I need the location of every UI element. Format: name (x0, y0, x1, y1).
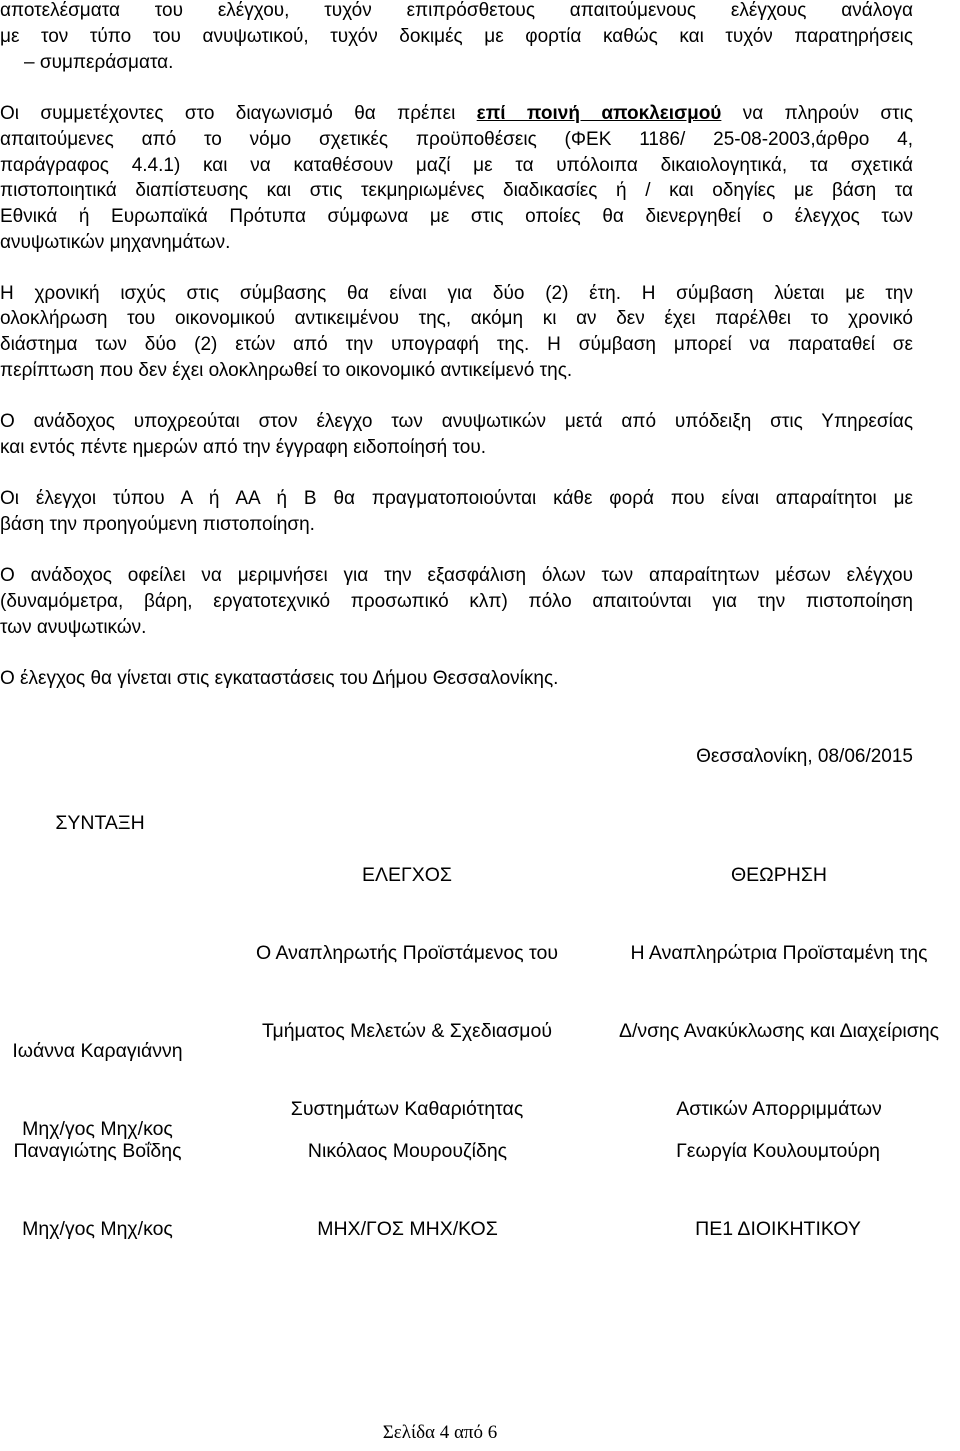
signatory-block (0, 1086, 195, 1268)
paragraph-line: Εθνικά ή Ευρωπαϊκά Πρότυπα σύμφωνα με στις οποίες θα διενεργηθεί ο έλεγχος των (0, 206, 913, 227)
paragraph-line: Οι έλεγχοι τύπου Α ή ΑΑ ή Β θα πραγματοποιούνται κάθε φορά που είναι απαραίτητοι με (0, 488, 913, 509)
signatory-title: Μηχ/γος Μηχ/κος (22, 1218, 173, 1240)
elegxos-line: Συστημάτων Καθαριότητας (290, 1098, 524, 1120)
paragraph-line: με τον τύπο του ανυψωτικού, τυχόν δοκιμές με φορτία καθώς και τυχόν παρατηρήσεις (0, 26, 913, 47)
paragraph-line: περίπτωση που δεν έχει ολοκληρωθεί το οικονομικό αντικείμενό της. (0, 360, 573, 381)
signatory-name: Ιωάννα Καραγιάννη (12, 1040, 183, 1062)
signatory-name: Νικόλαος Μουρουζίδης (307, 1140, 508, 1162)
text-run: να πληρούν στις (721, 103, 914, 124)
paragraph-line: παράγραφος 4.4.1) και να καταθέσουν μαζί με τα υπόλοιπα δικαιολογητικά, τα σχετικά (0, 155, 913, 176)
paragraph-line: (δυναμόμετρα, βάρη, εργατοτεχνικό προσωπικό κλπ) πόλο απαιτούνται για την πιστοποίηση (0, 591, 913, 612)
paragraph-line: βάση την προηγούμενη πιστοποίηση. (0, 514, 315, 535)
elegxos-heading: ΕΛΕΓΧΟΣ (361, 864, 452, 886)
paragraph-line: των ανυψωτικών. (0, 617, 147, 638)
text-run: Οι συμμετέχοντες στο διαγωνισμό θα πρέπει (0, 103, 477, 124)
paragraph-line: Ο ανάδοχος υποχρεούται στον έλεγχο των ανυψωτικών μετά από υπόδειξη στις Υπηρεσίας (0, 411, 913, 432)
paragraph-line: Ο ανάδοχος οφείλει να μεριμνήσει για την εξασφάλιση όλων των απαραίτητων μέσων ελέγχου (0, 565, 913, 586)
emphasis-text: επί ποινή αποκλεισμού (476, 103, 722, 124)
paragraph-line: απαιτούμενες από το νόμο σχετικές προϋποθέσεις (ΦΕΚ 1186/ 25-08-2003,άρθρο 4, (0, 129, 913, 150)
paragraph-line: πιστοποιητικά διαπίστευσης και στις τεκμηριωμένες διαδικασίες ή / και οδηγίες με βάση τα (0, 180, 913, 201)
signatory-name: Γεωργία Κουλουμτούρη (676, 1140, 880, 1162)
syntaxi-heading: ΣΥΝΤΑΞΗ (55, 812, 145, 834)
signatory-title: Μηχ/γος Μηχ/κος (22, 1118, 173, 1140)
signatory-block (280, 1086, 535, 1268)
paragraph-line: ανυψωτικών μηχανημάτων. (0, 232, 231, 253)
signatory-title: ΠΕ1 ΔΙΟΙΚΗΤΙΚΟΥ (695, 1218, 861, 1240)
paragraph-line: – συμπεράσματα. (24, 52, 174, 73)
paragraph-line: ολοκλήρωση του οικονομικού αντικειμένου της, ακόμη κι αν δεν έχει παρέλθει το χρονικό (0, 308, 913, 329)
paragraph-line (0, 101, 913, 127)
theorisi-line: Αστικών Απορριμμάτων (676, 1098, 882, 1120)
theorisi-line: Η Αναπληρώτρια Προϊσταμένη της (630, 942, 928, 964)
elegxos-line: Ο Αναπληρωτής Προϊστάμενος του (255, 942, 558, 964)
signatory-title: ΜΗΧ/ΓΟΣ ΜΗΧ/ΚΟΣ (317, 1218, 498, 1240)
paragraph-line: Ο έλεγχος θα γίνεται στις εγκαταστάσεις του Δήμου Θεσσαλονίκης. (0, 668, 559, 689)
theorisi-line: Δ/νσης Ανακύκλωσης και Διαχείρισης (618, 1020, 940, 1042)
theorisi-heading: ΘΕΩΡΗΣΗ (731, 864, 827, 886)
signatory-block (648, 1086, 908, 1268)
paragraph-line: αποτελέσματα του ελέγχου, τυχόν επιπρόσθετους απαιτούμενους ελέγχους ανάλογα (0, 0, 913, 21)
paragraph-line: και εντός πέντε ημερών από την έγγραφη ειδοποίησή του. (0, 437, 486, 458)
elegxos-line: Τμήματος Μελετών & Σχεδιασμού (261, 1020, 552, 1042)
date-line: Θεσσαλονίκη, 08/06/2015 (696, 746, 913, 767)
paragraph-line: Η χρονική ισχύς στις σύμβασης θα είναι για δύο (2) έτη. Η σύμβαση λύεται με την (0, 283, 913, 304)
page-footer: Σελίδα 4 από 6 (382, 1422, 498, 1443)
paragraph-line: διάστημα των δύο (2) ετών από την υπογραφή της. Η σύμβαση μπορεί να παραταθεί σε (0, 334, 913, 355)
signatory-name: Παναγιώτης Βοΐδης (13, 1140, 182, 1162)
